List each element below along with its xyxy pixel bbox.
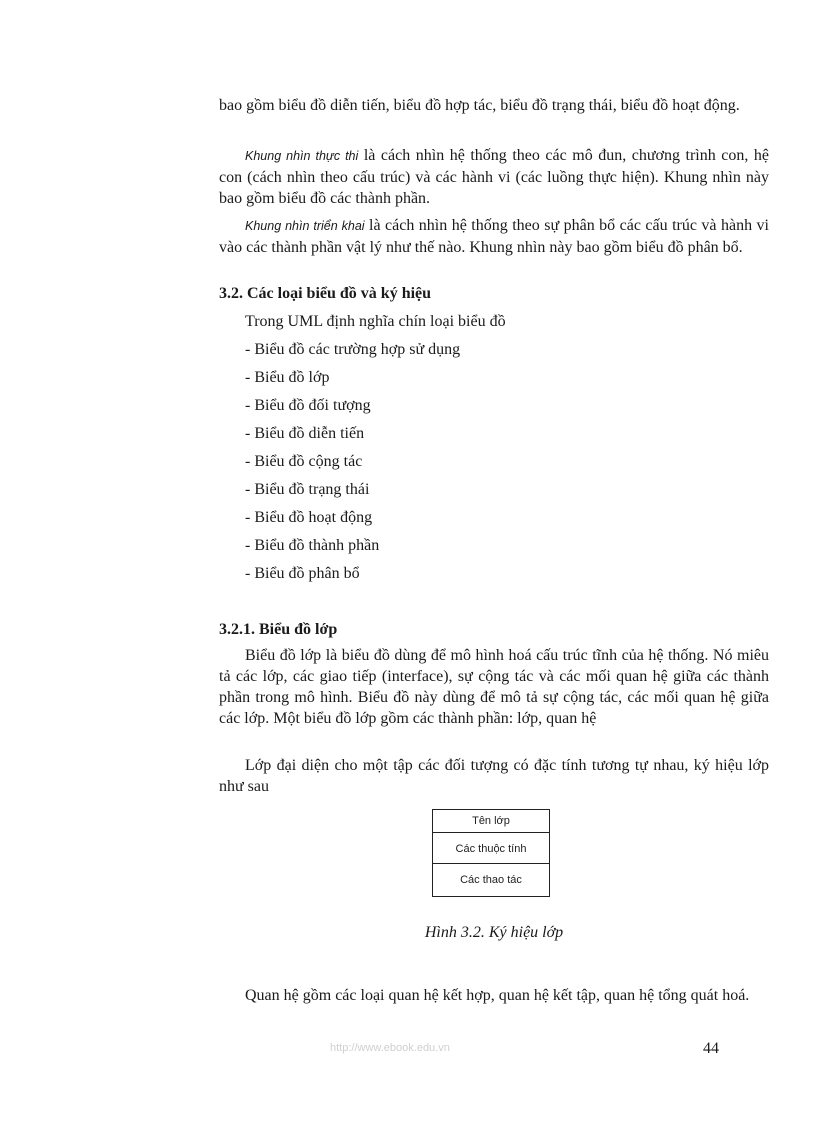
section-3-2-1-heading: 3.2.1. Biểu đồ lớp	[219, 621, 338, 638]
list-item: - Biểu đồ lớp	[245, 369, 330, 386]
deployment-view-text: là cách nhìn hệ thống theo sự phân bổ các cấu trúc và hành vi vào các thành phần vật lý như thế nào. Khung nhìn này bao gồm biểu đồ phân bổ.	[219, 217, 769, 256]
footer-watermark-url: http://www.ebook.edu.vn	[330, 1042, 450, 1054]
section-3-2-lead: Trong UML định nghĩa chín loại biểu đồ	[245, 313, 506, 330]
execution-view-text: là cách nhìn hệ thống theo các mô đun, chương trình con, hệ con (cách nhìn theo cấu trúc) và các hành vi (các luồng thực hiện). Khung nhìn này bao gồm biểu đồ các thành phần.	[219, 147, 769, 207]
execution-view-term: Khung nhìn thực thi	[245, 149, 359, 163]
deployment-view-term: Khung nhìn triển khai	[245, 219, 365, 233]
list-item: - Biểu đồ cộng tác	[245, 453, 363, 470]
section-3-2-heading: 3.2. Các loại biểu đồ và ký hiệu	[219, 285, 432, 302]
list-item: - Biểu đồ các trường hợp sử dụng	[245, 341, 461, 358]
execution-view-paragraph	[219, 145, 769, 209]
list-item: - Biểu đồ thành phần	[245, 537, 380, 554]
figure-caption: Hình 3.2. Ký hiệu lớp	[424, 924, 564, 941]
intro-paragraph	[219, 95, 769, 116]
relations-text: Quan hệ gồm các loại quan hệ kết hợp, quan hệ kết tập, quan hệ tổng quát hoá.	[245, 987, 750, 1004]
operations-compartment: Các thao tác	[460, 874, 522, 886]
attributes-compartment: Các thuộc tính	[433, 833, 549, 864]
deployment-view-paragraph	[219, 215, 769, 258]
list-item: - Biểu đồ hoạt động	[245, 509, 373, 526]
list-item: - Biểu đồ trạng thái	[245, 481, 370, 498]
list-item: - Biểu đồ phân bổ	[245, 565, 360, 582]
relations-paragraph	[219, 985, 769, 1006]
class-diagram-paragraph	[219, 645, 769, 729]
class-definition-text: Lớp đại diện cho một tập các đối tượng có đặc tính tương tự nhau, ký hiệu lớp như sau	[219, 757, 769, 795]
intro-text: bao gồm biểu đồ diễn tiến, biểu đồ hợp tác, biểu đồ trạng thái, biểu đồ hoạt động.	[219, 97, 740, 114]
page-number: 44	[703, 1040, 719, 1057]
class-symbol-diagram	[432, 809, 550, 897]
list-item: - Biểu đồ đối tượng	[245, 397, 371, 414]
class-name-compartment: Tên lớp	[433, 810, 549, 833]
list-item: - Biểu đồ diễn tiến	[245, 425, 365, 442]
class-definition-paragraph	[219, 755, 769, 797]
class-diagram-text: Biểu đồ lớp là biểu đồ dùng để mô hình hoá cấu trúc tĩnh của hệ thống. Nó miêu tả các lớp, các giao tiếp (interface), sự cộng tác và các mối quan hệ giữa các thành phần trong mô hình. Biểu đồ này dùng để mô tả sự cộng tác, các mối quan hệ giữa các lớp. Một biểu đồ lớp gồm các thành phần: lớp, quan hệ	[219, 647, 769, 727]
